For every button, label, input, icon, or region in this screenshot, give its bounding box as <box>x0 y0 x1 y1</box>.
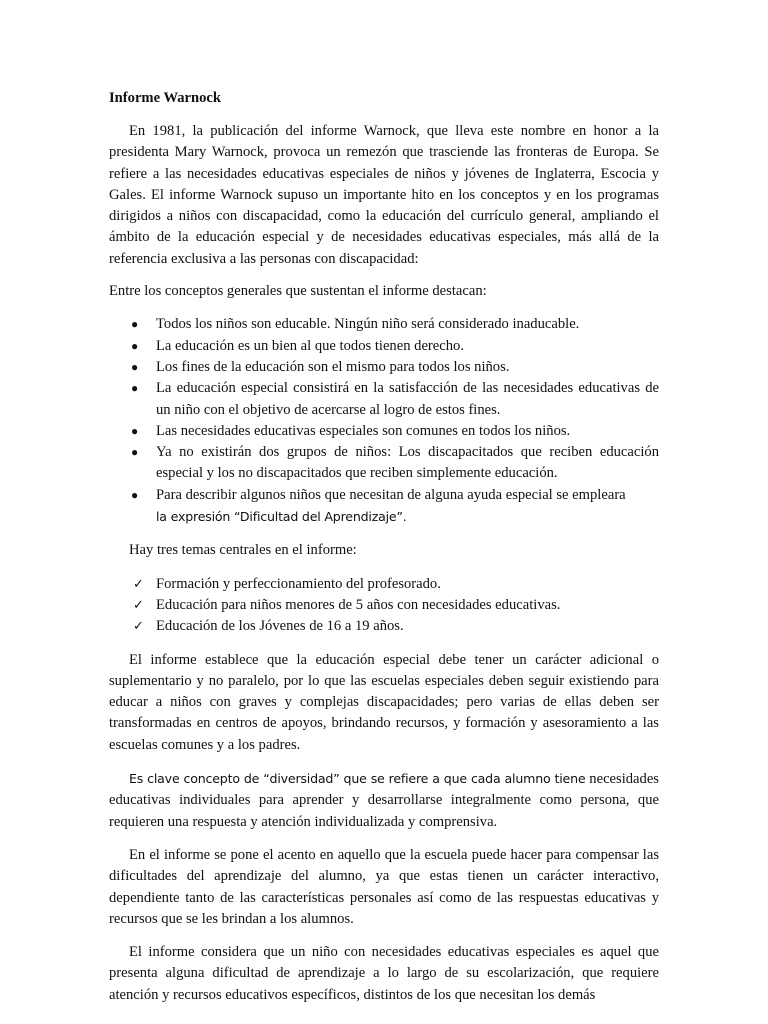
paragraph-definition: El informe considera que un niño con necesidades educativas especiales es aquel que presenta alguna dificultad de aprendizaje a lo largo de su escolarización, que requiere atención y recursos educativos específicos, distintos de los que necesitan los demás <box>109 944 659 1003</box>
checkmark-icon: ✓ <box>133 576 144 592</box>
list-item: ● Las necesidades educativas especiales son comunes en todos los niños. <box>109 421 659 442</box>
document-page <box>109 88 659 1006</box>
list-item: ● Ya no existirán dos grupos de niños: Los discapacitados que reciben educación especial y los no discapacitados que reciben simplemente educación. <box>131 444 659 482</box>
bullet-icon: ● <box>131 317 139 332</box>
checkmark-icon: ✓ <box>133 619 144 635</box>
bullet-icon: ● <box>131 381 139 396</box>
bullet-icon: ● <box>131 487 139 502</box>
paragraph-special-education: El informe establece que la educación especial debe tener un carácter adicional o suplementario y no paralelo, por lo que las escuelas especiales deben seguir existiendo para educar a niños con graves y complejas discapacidades; pero varias de ellas deben ser transformadas en centros de apoyos, brindando recursos, y formación y asesoramiento a las escuelas comunes y a los padres. <box>109 651 659 753</box>
themes-list <box>109 574 659 638</box>
paragraph-emphasis: En el informe se pone el acento en aquello que la escuela puede hacer para compensar las dificultades del aprendizaje del alumno, ya que estas tienen un carácter interactivo, dependiente tanto de las características personales así como de las respuestas educativas y recursos que se les brindan a los alumnos. <box>109 846 659 927</box>
list-item: ● La educación especial consistirá en la satisfacción de las necesidades educativas de un niño con el objetivo de acercarse al logro de estos fines. <box>131 380 659 418</box>
list-item: ● La educación es un bien al que todos tienen derecho. <box>109 336 659 357</box>
list-item: ✓ Educación de los Jóvenes de 16 a 19 años. <box>109 616 659 637</box>
bullet-icon: ● <box>131 359 139 374</box>
paragraph-concepts-lead: Entre los conceptos generales que sustentan el informe destacan: <box>109 283 487 300</box>
bullet-icon: ● <box>131 423 139 438</box>
bullet-icon: ● <box>131 445 139 460</box>
list-item: ● Para describir algunos niños que necesitan de alguna ayuda especial se empleara la expresión “Dificultad del Aprendizaje”. <box>131 486 626 525</box>
concepts-list <box>109 314 659 528</box>
checkmark-icon: ✓ <box>133 597 144 613</box>
document-title: Informe Warnock <box>109 90 222 106</box>
paragraph-diversity: Es clave concepto de “diversidad” que se refiere a que cada alumno tiene necesidades educativas individuales para aprender y desarrollarse integralmente como persona, que requieren una respuesta y atención individualizada y comprensiva. <box>109 771 659 830</box>
bullet-icon: ● <box>131 338 139 353</box>
paragraph-themes-lead: Hay tres temas centrales en el informe: <box>129 542 357 559</box>
paragraph-intro: En 1981, la publicación del informe Warnock, que lleva este nombre en honor a la presidenta Mary Warnock, provoca un remezón que trasciende las fronteras de Europa. Se refiere a las necesidades educativas especiales de niños y jóvenes de Inglaterra, Escocia y Gales. El informe Warnock supuso un importante hito en los conceptos y en los programas dirigidos a niños con discapacidad, como la educación del currículo general, ampliando el ámbito de la educación especial y de necesidades educativas especiales, más allá de la referencia exclusiva a las personas con discapacidad: <box>109 123 659 267</box>
list-item: ✓ Educación para niños menores de 5 años con necesidades educativas. <box>109 595 659 616</box>
list-item: ✓ Formación y perfeccionamiento del profesorado. <box>109 574 659 595</box>
diversity-lead: Es clave concepto de “diversidad” que se refiere a que cada alumno tiene <box>129 771 586 787</box>
list-item: ● Los fines de la educación son el mismo para todos los niños. <box>109 357 659 378</box>
bullet-continuation: la expresión “Dificultad del Aprendizaje”. <box>156 509 407 525</box>
list-item: ● Todos los niños son educable. Ningún niño será considerado inaducable. <box>109 314 659 335</box>
